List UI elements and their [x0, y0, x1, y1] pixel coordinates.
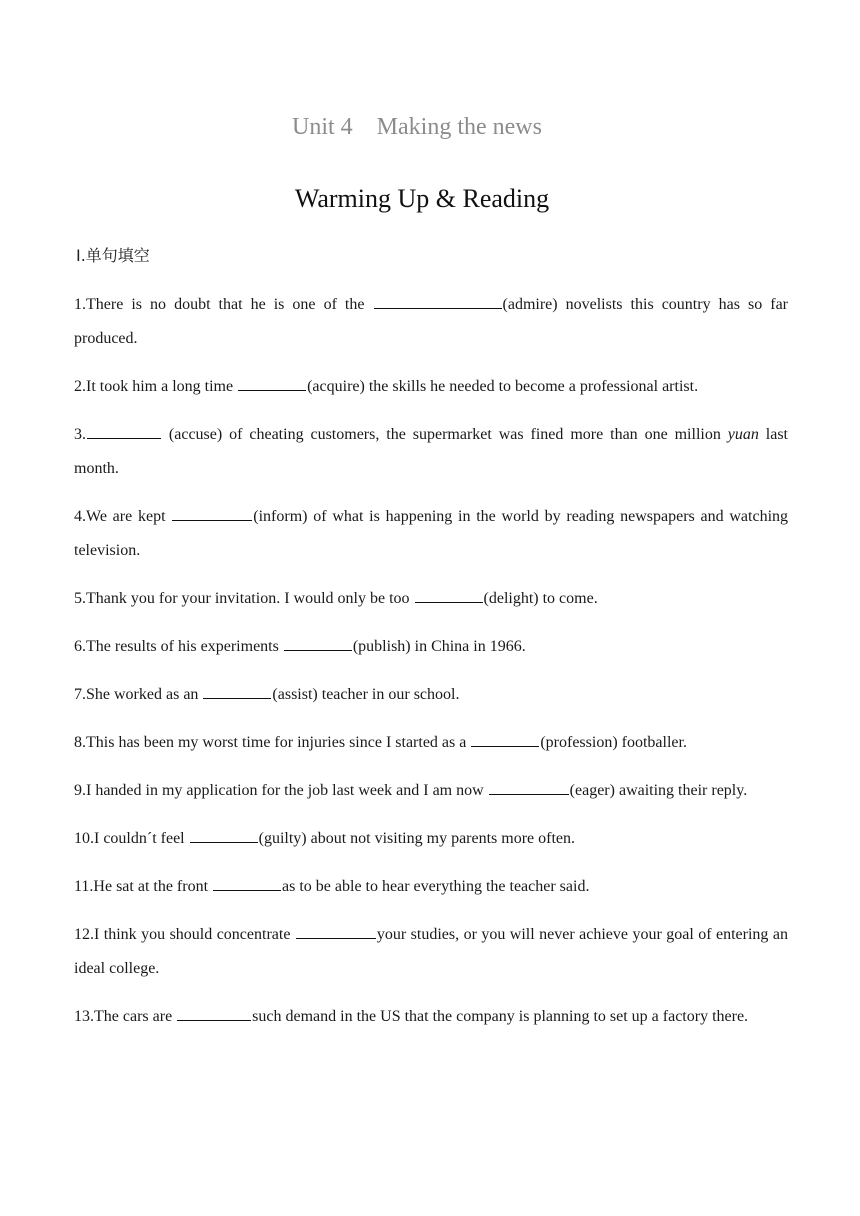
- answer-blank[interactable]: [203, 682, 271, 699]
- answer-blank[interactable]: [415, 586, 483, 603]
- answer-blank[interactable]: [177, 1004, 251, 1021]
- list-item: 7.She worked as an (assist) teacher in our school.: [74, 678, 788, 712]
- list-item: 13.The cars are such demand in the US that the company is planning to set up a factory there.: [74, 1000, 788, 1034]
- answer-blank[interactable]: [213, 874, 281, 891]
- list-item: 2.It took him a long time (acquire) the skills he needed to become a professional artist.: [74, 370, 788, 404]
- list-item: 6.The results of his experiments (publish) in China in 1966.: [74, 630, 788, 664]
- list-item: 5.Thank you for your invitation. I would only be too (delight) to come.: [74, 582, 788, 616]
- answer-blank[interactable]: [471, 730, 539, 747]
- list-item: 1.There is no doubt that he is one of the (admire) novelists this country has so far produced.: [74, 288, 788, 356]
- answer-blank[interactable]: [374, 292, 502, 309]
- list-item: 10.I couldn´t feel (guilty) about not visiting my parents more often.: [74, 822, 788, 856]
- unit-title: Unit 4 Making the news: [292, 114, 542, 140]
- section-heading: Ⅰ.单句填空: [76, 246, 150, 265]
- list-item: 11.He sat at the front as to be able to hear everything the teacher said.: [74, 870, 788, 904]
- lesson-title: Warming Up & Reading: [294, 184, 550, 213]
- list-item: 3. (accuse) of cheating customers, the supermarket was fined more than one million yuan last month.: [74, 418, 788, 486]
- list-item: 8.This has been my worst time for injuries since I started as a (profession) footballer.: [74, 726, 788, 760]
- answer-blank[interactable]: [87, 422, 161, 439]
- list-item: 9.I handed in my application for the job last week and I am now (eager) awaiting their reply.: [74, 774, 788, 808]
- answer-blank[interactable]: [190, 826, 258, 843]
- answer-blank[interactable]: [296, 922, 376, 939]
- answer-blank[interactable]: [172, 504, 252, 521]
- answer-blank[interactable]: [489, 778, 569, 795]
- list-item: 4.We are kept (inform) of what is happening in the world by reading newspapers and watching television.: [74, 500, 788, 568]
- exercise-list: [74, 288, 788, 1048]
- answer-blank[interactable]: [238, 374, 306, 391]
- list-item: 12.I think you should concentrate your studies, or you will never achieve your goal of entering an ideal college.: [74, 918, 788, 986]
- answer-blank[interactable]: [284, 634, 352, 651]
